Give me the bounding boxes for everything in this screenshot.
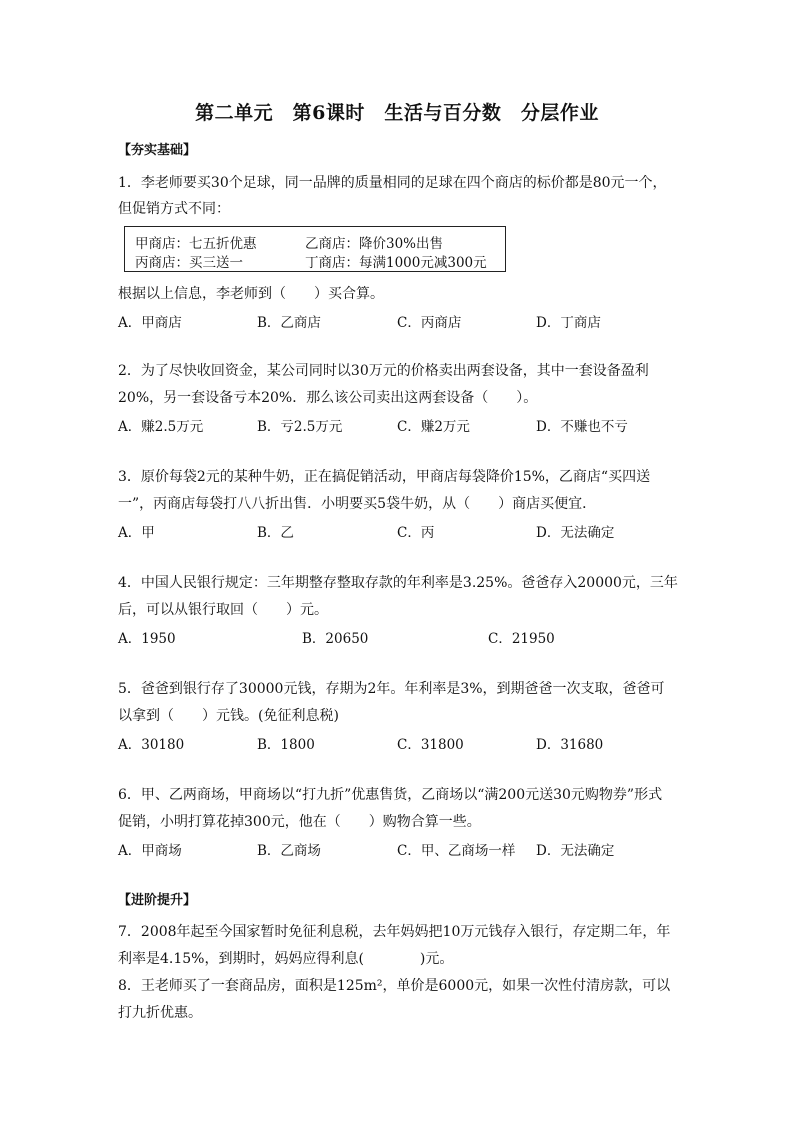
question-2-option-d[interactable]: D．不赚也不亏 xyxy=(536,419,628,435)
question-2-option-a[interactable]: A．赚2.5万元 xyxy=(118,419,204,435)
question-5-line-1: 5．爸爸到银行存了30000元钱，存期为2年。年利率是3%，到期爸爸一次支取，爸爸可 xyxy=(118,681,665,697)
promo-bing: 丙商店：买三送一 xyxy=(135,255,243,271)
question-4-option-a[interactable]: A．1950 xyxy=(118,631,176,647)
question-4-option-b[interactable]: B．20650 xyxy=(302,631,369,647)
question-4-line-1: 4．中国人民银行规定：三年期整存整取存款的年利率是3.25%。爸爸存入20000元，三年 xyxy=(118,575,678,591)
question-2-option-b[interactable]: B．亏2.5万元 xyxy=(257,419,343,435)
question-6-option-b[interactable]: B．乙商场 xyxy=(257,843,321,859)
question-2-line-1: 2．为了尽快收回资金，某公司同时以30万元的价格卖出两套设备，其中一套设备盈利 xyxy=(118,363,649,379)
page-title: 第二单元 第6课时 生活与百分数 分层作业 xyxy=(195,102,599,124)
question-2-line-2: 20%，另一套设备亏本20%．那么该公司卖出这两套设备（ ）。 xyxy=(118,390,538,406)
question-1-option-a[interactable]: A．甲商店 xyxy=(118,315,182,331)
promo-jia: 甲商店：七五折优惠 xyxy=(135,236,257,252)
question-6-line-1: 6．甲、乙两商场，甲商场以“打九折”优惠售货，乙商场以“满200元送30元购物券”形式 xyxy=(118,787,663,803)
promo-yi: 乙商店：降价30%出售 xyxy=(305,236,444,252)
question-8-line-1: 8．王老师买了一套商品房，面积是125m²，单价是6000元，如果一次性付清房款，可以 xyxy=(118,978,671,994)
question-6-option-c[interactable]: C．甲、乙商场一样 xyxy=(397,843,516,859)
question-3-line-1: 3．原价每袋2元的某种牛奶，正在搞促销活动，甲商店每袋降价15%，乙商店“买四送 xyxy=(118,469,651,485)
question-1-line-2: 但促销方式不同： xyxy=(118,201,230,217)
question-5-option-c[interactable]: C．31800 xyxy=(397,737,464,753)
question-1-option-b[interactable]: B．乙商店 xyxy=(257,315,321,331)
question-4-option-c[interactable]: C．21950 xyxy=(488,631,555,647)
question-1-line-3: 根据以上信息，李老师到（ ）买合算。 xyxy=(118,286,384,302)
section-heading-advanced: 【进阶提升】 xyxy=(118,893,197,908)
promo-ding: 丁商店：每满1000元减300元 xyxy=(305,255,487,271)
question-7-line-1: 7．2008年起至今国家暂时免征利息税，去年妈妈把10万元钱存入银行，存定期二年，年 xyxy=(118,924,671,940)
question-5-option-a[interactable]: A．30180 xyxy=(118,737,185,753)
question-4-line-2: 后，可以从银行取回（ ）元。 xyxy=(118,602,328,618)
question-7-line-2: 利率是4.15%，到期时，妈妈应得利息( )元。 xyxy=(118,951,454,967)
question-6-option-a[interactable]: A．甲商场 xyxy=(118,843,182,859)
question-3-option-c[interactable]: C．丙 xyxy=(397,525,435,541)
question-6-option-d[interactable]: D．无法确定 xyxy=(536,843,615,859)
question-1-option-c[interactable]: C．丙商店 xyxy=(397,315,462,331)
question-6-line-2: 促销，小明打算花掉300元，他在（ ）购物合算一些。 xyxy=(118,814,481,830)
question-3-option-d[interactable]: D．无法确定 xyxy=(536,525,615,541)
question-5-line-2: 以拿到（ ）元钱。(免征利息税) xyxy=(118,708,339,724)
question-5-option-b[interactable]: B．1800 xyxy=(257,737,315,753)
section-heading-basic: 【夯实基础】 xyxy=(118,143,197,158)
question-1-line-1: 1．李老师要买30个足球，同一品牌的质量相同的足球在四个商店的标价都是80元一个， xyxy=(118,175,667,191)
question-3-option-a[interactable]: A．甲 xyxy=(118,525,155,541)
promotion-table xyxy=(124,226,506,272)
question-3-line-2: 一”，丙商店每袋打八八折出售．小明要买5袋牛奶，从（ ）商店买便宜． xyxy=(118,496,597,512)
question-1-option-d[interactable]: D．丁商店 xyxy=(536,315,601,331)
question-3-option-b[interactable]: B．乙 xyxy=(257,525,294,541)
question-5-option-d[interactable]: D．31680 xyxy=(536,737,604,753)
question-2-option-c[interactable]: C．赚2万元 xyxy=(397,419,470,435)
question-8-line-2: 打九折优惠。 xyxy=(118,1005,202,1021)
